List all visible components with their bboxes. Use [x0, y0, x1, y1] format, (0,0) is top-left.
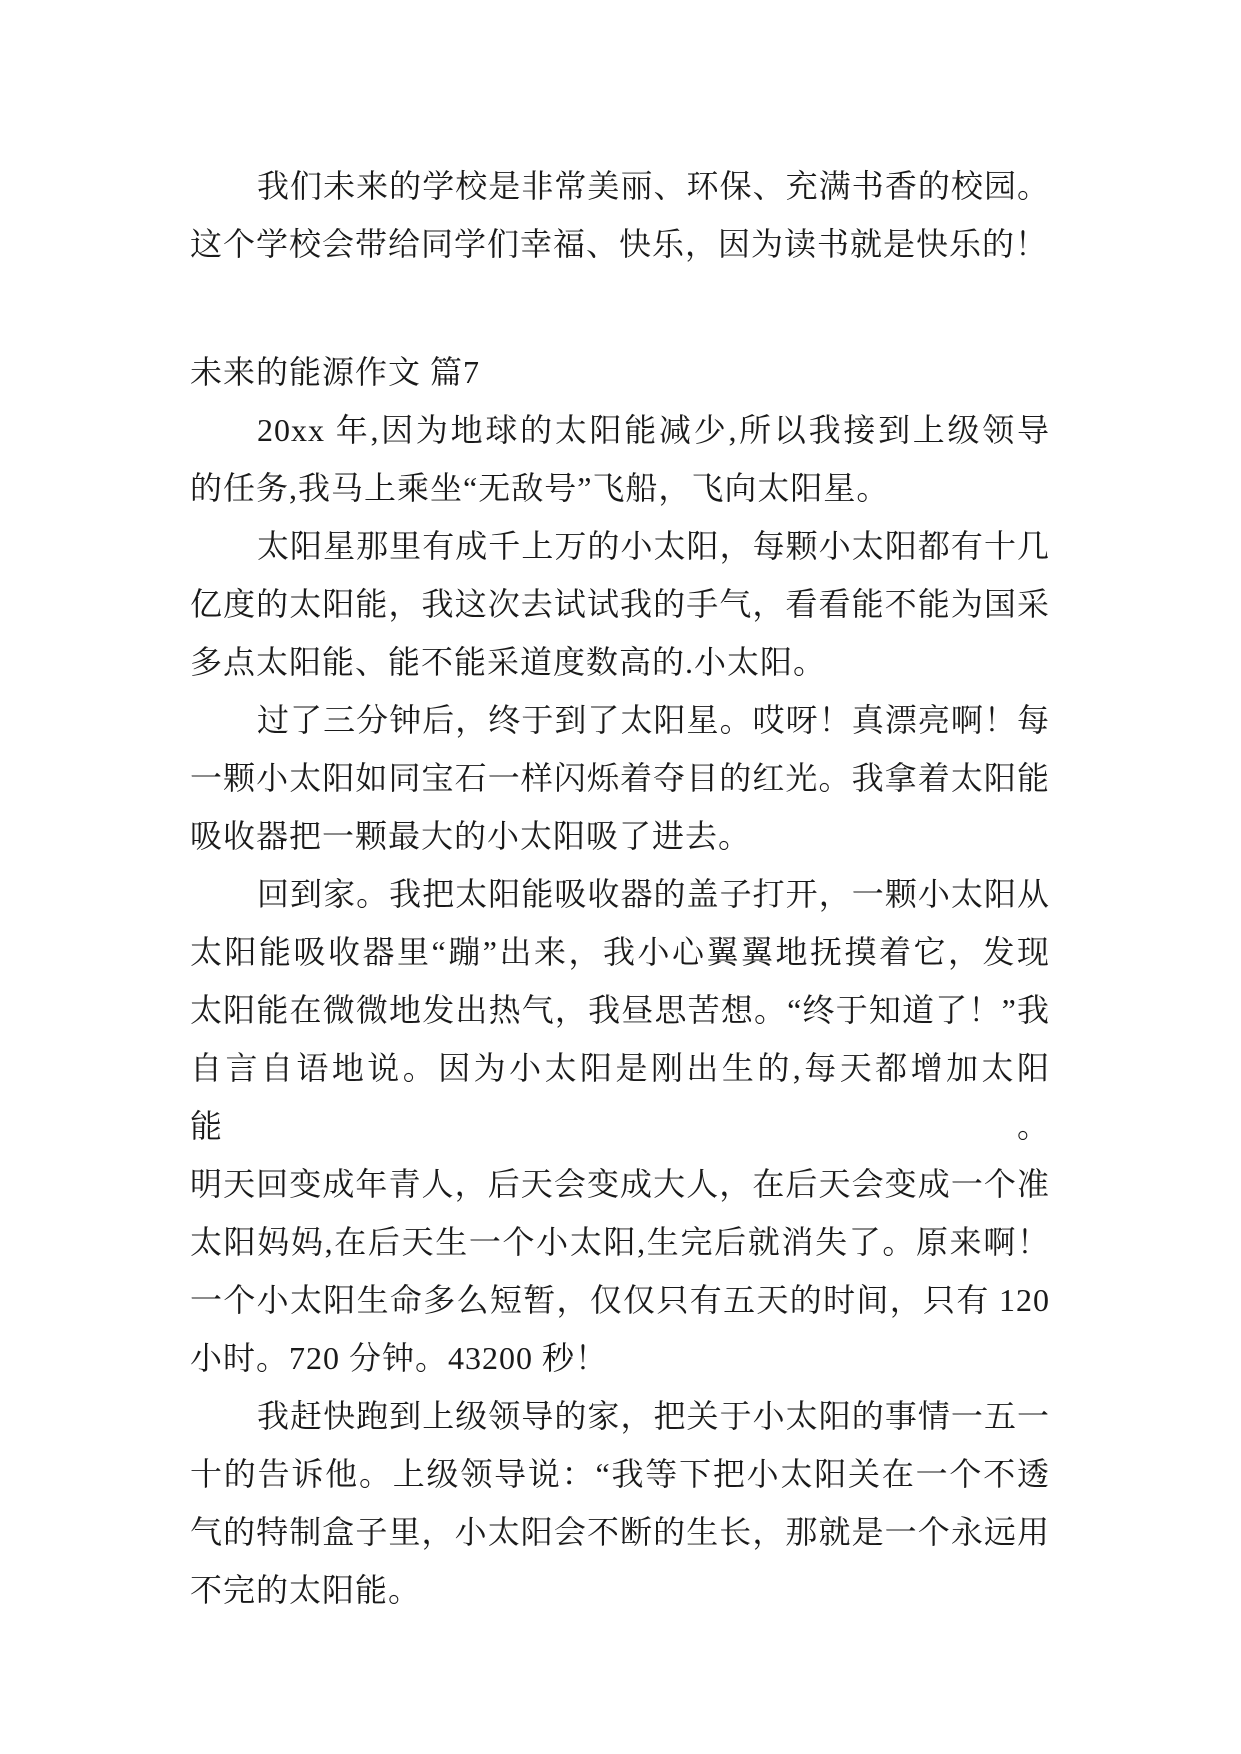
- essay-paragraph-1: [190, 401, 1050, 517]
- text-line: 明天回变成年青人，后天会变成大人，在后天会变成一个准: [190, 1166, 1050, 1202]
- intro-paragraph: [190, 157, 1050, 273]
- essay-paragraph-3: [190, 691, 1050, 865]
- text-line: 20xx 年,因为地球的太阳能减少,所以我接到上级领导: [257, 412, 1050, 448]
- text-line: 回到家。我把太阳能吸收器的盖子打开，一颗小太阳从: [257, 876, 1050, 912]
- text-line: 吸收器把一颗最大的小太阳吸了进去。: [190, 818, 752, 854]
- text-line: 太阳能吸收器里“蹦”出来，我小心翼翼地抚摸着它，发现: [190, 934, 1050, 970]
- text-line: 不完的太阳能。: [190, 1572, 422, 1608]
- text-line: 太阳星那里有成千上万的小太阳，每颗小太阳都有十几: [257, 528, 1050, 564]
- text-line: 一颗小太阳如同宝石一样闪烁着夺目的红光。我拿着太阳能: [190, 760, 1050, 796]
- essay-paragraph-2: [190, 517, 1050, 691]
- essay-paragraph-5: [190, 1387, 1050, 1619]
- text-line: 这个学校会带给同学们幸福、快乐，因为读书就是快乐的！: [190, 226, 1049, 262]
- text-line: 过了三分钟后，终于到了太阳星。哎呀！真漂亮啊！每: [257, 702, 1050, 738]
- text-line: 气的特制盒子里，小太阳会不断的生长，那就是一个永远用: [190, 1514, 1050, 1550]
- text-line: 十的告诉他。上级领导说：“我等下把小太阳关在一个不透: [190, 1456, 1050, 1492]
- text-line: 一个小太阳生命多么短暂，仅仅只有五天的时间，只有 120: [190, 1282, 1050, 1318]
- text-line: 小时。720 分钟。43200 秒！: [190, 1340, 609, 1376]
- text-line: 太阳妈妈,在后天生一个小太阳,生完后就消失了。原来啊！: [190, 1224, 1050, 1260]
- text-line: 自言自语地说。因为小太阳是刚出生的,每天都增加太阳能。: [190, 1050, 1050, 1144]
- essay-paragraph-4: [190, 865, 1050, 1387]
- text-line: 我们未来的学校是非常美丽、环保、充满书香的校园。: [257, 168, 1050, 204]
- text-line: 太阳能在微微地发出热气，我昼思苦想。“终于知道了！”我: [190, 992, 1050, 1028]
- section-heading: 未来的能源作文 篇7: [190, 354, 481, 390]
- essay-body: [190, 157, 1050, 1619]
- text-line: 多点太阳能、能不能采道度数高的.小太阳。: [190, 644, 827, 680]
- text-line: 的任务,我马上乘坐“无敌号”飞船，飞向太阳星。: [190, 470, 890, 506]
- text-line: 亿度的太阳能，我这次去试试我的手气，看看能不能为国采: [190, 586, 1050, 622]
- text-line: 我赶快跑到上级领导的家，把关于小太阳的事情一五一: [257, 1398, 1050, 1434]
